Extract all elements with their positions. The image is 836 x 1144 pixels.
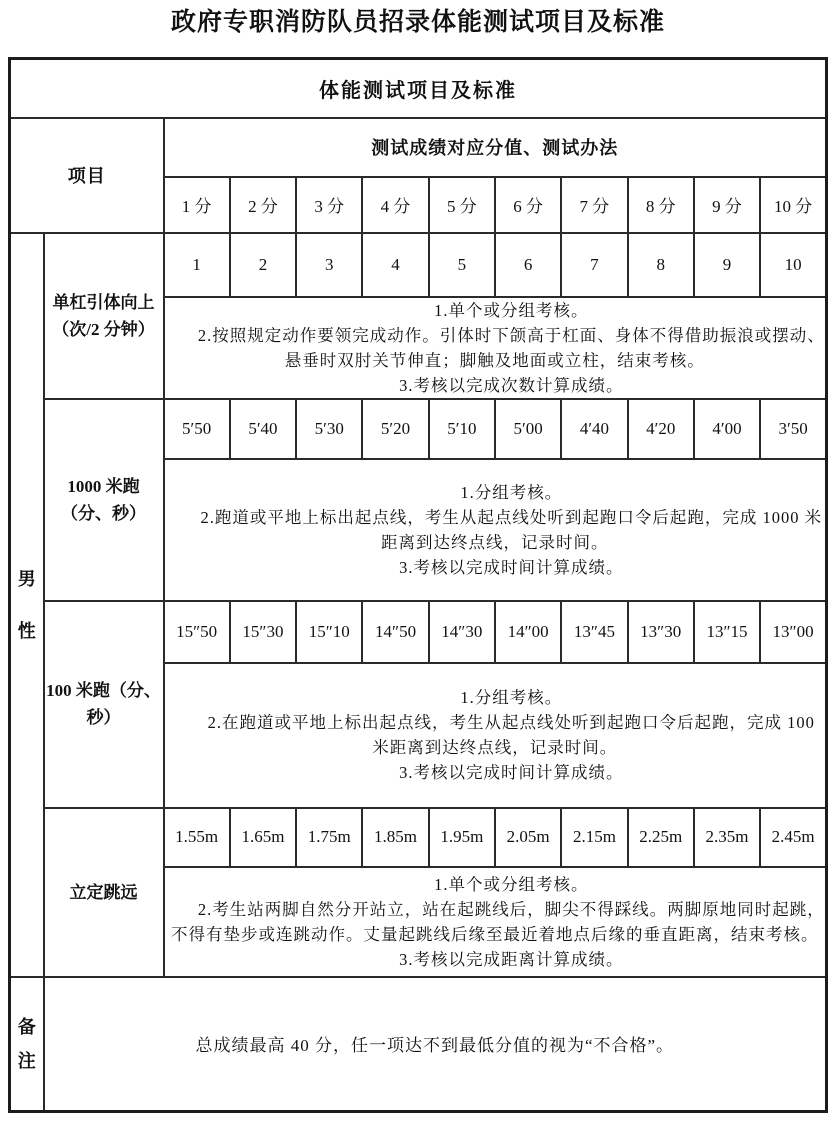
exercise-name-longjump: 立定跳远 [44, 808, 164, 977]
note-line: 3.考核以完成时间计算成绩。 [399, 763, 624, 782]
value-cell: 2.15m [561, 808, 627, 867]
value-cell: 4′20 [628, 399, 694, 459]
value-cell: 1.95m [429, 808, 495, 867]
value-cell: 2.25m [628, 808, 694, 867]
value-cell: 14″00 [495, 601, 561, 663]
score-label: 5 分 [429, 177, 495, 233]
note-line: 2.按照规定动作要领完成动作。引体时下颌高于杠面、身体不得借助振浪或摆动、悬垂时双肘关节伸直；脚触及地面或立柱，结束考核。 [197, 325, 825, 370]
value-cell: 5′30 [296, 399, 362, 459]
score-label: 6 分 [495, 177, 561, 233]
table-caption: 体能测试项目及标准 [10, 59, 827, 118]
score-label: 9 分 [694, 177, 760, 233]
note-line: 1.分组考核。 [460, 688, 563, 707]
score-label: 1 分 [164, 177, 230, 233]
note-line: 2.考生站两脚自然分开站立，站在起跳线后，脚尖不得踩线。两脚原地同时起跳，不得有垫步或连跳动作。丈量起跳线后缘至最近着地点后缘的垂直距离，结束考核。 [171, 899, 825, 944]
value-cell: 2.05m [495, 808, 561, 867]
value-cell: 5 [429, 233, 495, 297]
value-cell: 1.65m [230, 808, 296, 867]
score-label: 10 分 [760, 177, 826, 233]
value-cell: 5′20 [362, 399, 428, 459]
value-cell: 13″00 [760, 601, 826, 663]
exercise-name-pullup: 单杠引体向上（次/2 分钟） [44, 233, 164, 399]
value-cell: 4′00 [694, 399, 760, 459]
table-row [10, 118, 827, 177]
value-cell: 2.45m [760, 808, 826, 867]
remark-label: 备注 [10, 977, 44, 1112]
score-label: 3 分 [296, 177, 362, 233]
value-cell: 15″30 [230, 601, 296, 663]
value-cell: 5′00 [495, 399, 561, 459]
value-cell: 4 [362, 233, 428, 297]
fitness-standards-table [8, 57, 828, 1113]
note-line: 2.在跑道或平地上标出起点线，考生从起点线处听到起跑口令后起跑，完成 100 米距离到达终点线，记录时间。 [207, 713, 815, 757]
value-cell: 13″45 [561, 601, 627, 663]
run100-notes [164, 663, 827, 808]
value-cell: 14″30 [429, 601, 495, 663]
value-cell: 4′40 [561, 399, 627, 459]
value-cell: 8 [628, 233, 694, 297]
exercise-name-1000m: 1000 米跑（分、秒） [44, 399, 164, 601]
value-cell: 1.75m [296, 808, 362, 867]
score-label: 2 分 [230, 177, 296, 233]
note-line: 2.跑道或平地上标出起点线，考生从起点线处听到起跑口令后起跑，完成 1000 米距离到达终点线，记录时间。 [200, 507, 823, 552]
item-column-header: 项目 [10, 118, 164, 233]
note-line: 1.单个或分组考核。 [434, 300, 589, 320]
value-cell: 1.55m [164, 808, 230, 867]
value-cell: 7 [561, 233, 627, 297]
score-section-header: 测试成绩对应分值、测试办法 [164, 118, 827, 177]
pullup-notes [164, 297, 827, 399]
longjump-notes [164, 867, 827, 977]
value-cell: 13″15 [694, 601, 760, 663]
run1000-notes [164, 459, 827, 601]
value-cell: 2 [230, 233, 296, 297]
gender-label: 男性 [10, 233, 44, 977]
note-line: 1.分组考核。 [460, 482, 563, 502]
note-line: 3.考核以完成距离计算成绩。 [399, 949, 624, 969]
value-cell: 3 [296, 233, 362, 297]
value-cell: 5′40 [230, 399, 296, 459]
score-label: 7 分 [561, 177, 627, 233]
score-label: 4 分 [362, 177, 428, 233]
remark-row [10, 977, 827, 1112]
remark-text: 总成绩最高 40 分，任一项达不到最低分值的视为“不合格”。 [44, 977, 827, 1112]
value-cell: 1.85m [362, 808, 428, 867]
value-cell: 13″30 [628, 601, 694, 663]
note-line: 3.考核以完成时间计算成绩。 [399, 557, 624, 577]
note-line: 3.考核以完成次数计算成绩。 [399, 375, 624, 395]
table-row [10, 59, 827, 118]
run1000-values-row [10, 399, 827, 459]
value-cell: 10 [760, 233, 826, 297]
value-cell: 5′50 [164, 399, 230, 459]
value-cell: 5′10 [429, 399, 495, 459]
pullup-values-row [10, 233, 827, 297]
value-cell: 15″10 [296, 601, 362, 663]
value-cell: 15″50 [164, 601, 230, 663]
value-cell: 6 [495, 233, 561, 297]
longjump-values-row [10, 808, 827, 867]
note-line: 1.单个或分组考核。 [434, 874, 589, 894]
value-cell: 9 [694, 233, 760, 297]
score-label: 8 分 [628, 177, 694, 233]
value-cell: 2.35m [694, 808, 760, 867]
exercise-name-100m: 100 米跑（分、秒） [44, 601, 164, 808]
run100-values-row [10, 601, 827, 663]
value-cell: 14″50 [362, 601, 428, 663]
value-cell: 1 [164, 233, 230, 297]
value-cell: 3′50 [760, 399, 826, 459]
page-title: 政府专职消防队员招录体能测试项目及标准 [170, 9, 665, 36]
